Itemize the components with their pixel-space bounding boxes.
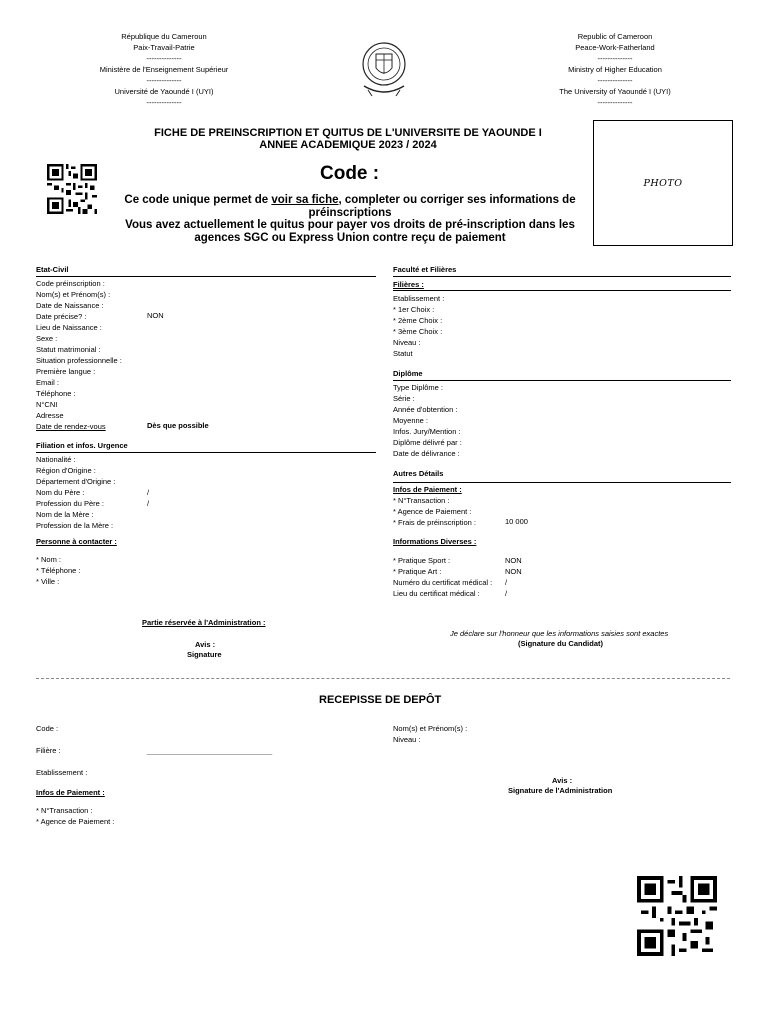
date-precise-value: NON (147, 311, 164, 320)
recepisse-etablissement: Etablissement : (36, 768, 88, 777)
field-transaction: * N°Transaction : (393, 496, 450, 505)
field-pratique-sport: * Pratique Sport : (393, 556, 451, 565)
recepisse-paiement-list (36, 805, 114, 827)
header-right-line: -------------- (597, 98, 633, 107)
admin-heading: Partie réservée à l'Administration : (142, 618, 266, 627)
diverses-values (505, 555, 522, 599)
code-label: Code : (320, 163, 380, 184)
field-date-naissance: Date de Naissance : (36, 301, 104, 310)
university-seal-logo (356, 38, 412, 102)
recepisse-agence: * Agence de Paiement : (36, 817, 115, 826)
header-left (64, 31, 264, 108)
field-statut: Statut (393, 349, 413, 358)
recepisse-filiere-dashes: ______________________________ (147, 746, 273, 755)
field-region-origine: Région d'Origine : (36, 466, 96, 475)
recepisse-code: Code : (36, 724, 59, 733)
field-annee-obtention: Année d'obtention : (393, 405, 458, 414)
header-left-line: -------------- (146, 54, 182, 63)
field-departement-origine: Département d'Origine : (36, 477, 116, 486)
field-moyenne: Moyenne : (393, 416, 429, 425)
field-sexe: Sexe : (36, 334, 58, 343)
recepisse-title: RECEPISSE DE DEPÔT (319, 694, 442, 706)
paiement-divider (393, 482, 731, 483)
certificat-lieu-value: / (505, 589, 508, 598)
field-adresse: Adresse (36, 411, 64, 420)
art-value: NON (505, 567, 522, 576)
recepisse-niveau: Niveau : (393, 735, 421, 744)
field-jury-mention: Infos. Jury/Mention : (393, 427, 461, 436)
etat-civil-divider (36, 276, 376, 277)
intro-line1 (110, 194, 590, 219)
field-lieu-naissance: Lieu de Naissance : (36, 323, 102, 332)
intro-part2: , completer ou corriger ses informations de préinscriptions (308, 194, 576, 219)
field-nom-mere: Nom de la Mère : (36, 510, 94, 519)
filiation-list (36, 454, 115, 531)
filiation-divider (36, 452, 376, 453)
candidate-signature: (Signature du Candidat) (518, 639, 603, 648)
header-right-line: -------------- (597, 76, 633, 85)
diplome-heading: Diplôme (393, 369, 423, 378)
frais-value: 10 000 (505, 517, 528, 526)
cut-line (36, 678, 730, 679)
header-left-line: Université de Yaoundé I (UYI) (114, 87, 214, 96)
form-title-line2: ANNEE ACADEMIQUE 2023 / 2024 (259, 139, 437, 151)
field-nom-prenom: Nom(s) et Prénom(s) : (36, 290, 111, 299)
header-right-line: Ministry of Higher Education (568, 65, 662, 74)
diverses-heading: Informations Diverses : (393, 537, 477, 546)
admin-signature: Signature (187, 650, 222, 659)
field-telephone: Téléphone : (36, 389, 76, 398)
field-date-rdv: Date de rendez-vous (36, 422, 106, 431)
paiement-list (393, 495, 476, 528)
field-email: Email : (36, 378, 59, 387)
header-right-line: -------------- (597, 54, 633, 63)
intro-part1: Ce code unique permet de (124, 194, 272, 206)
field-cni: N°CNI (36, 400, 58, 409)
header-left-line: Ministère de l'Enseignement Supérieur (99, 65, 229, 74)
field-date-delivrance: Date de délivrance : (393, 449, 460, 458)
field-situation-pro: Situation professionnelle : (36, 356, 122, 365)
field-contact-nom: * Nom : (36, 555, 62, 564)
photo-box (593, 120, 733, 246)
diplome-list (393, 382, 462, 459)
field-frais: * Frais de préinscription : (393, 518, 476, 527)
filiation-heading: Filiation et infos. Urgence (36, 441, 128, 450)
header-right (515, 31, 715, 108)
field-niveau: Niveau : (393, 338, 421, 347)
field-certificat-numero: Numéro du certificat médical : (393, 578, 493, 587)
certificat-numero-value: / (505, 578, 508, 587)
recepisse-right-list (393, 723, 467, 745)
field-type-diplome: Type Diplôme : (393, 383, 444, 392)
header-right-line: The University of Yaoundé I (UYI) (559, 87, 671, 96)
field-profession-mere: Profession de la Mère : (36, 521, 114, 530)
field-nom-pere: Nom du Père : (36, 488, 85, 497)
faculte-heading: Faculté et Filières (393, 265, 457, 274)
contact-heading: Personne à contacter : (36, 537, 117, 546)
field-etablissement: Etablissement : (393, 294, 445, 303)
voir-sa-fiche-link[interactable]: voir sa fiche (271, 194, 339, 206)
faculte-list (393, 293, 444, 359)
recepisse-filiere: Filière : (36, 746, 61, 755)
field-certificat-lieu: Lieu du certificat médical : (393, 589, 480, 598)
qr-code-top (46, 164, 98, 214)
qr-code-bottom (628, 868, 726, 964)
header-left-line: République du Cameroun (121, 32, 207, 41)
recepisse-paiement-heading: Infos de Paiement : (36, 788, 105, 797)
field-choix-3: * 3ème Choix : (393, 327, 443, 336)
header-left-line: Paix-Travail-Patrie (133, 43, 195, 52)
field-serie: Série : (393, 394, 415, 403)
filieres-divider (393, 290, 731, 291)
field-diplome-delivre-par: Diplôme délivré par : (393, 438, 462, 447)
field-nationalite: Nationalité : (36, 455, 76, 464)
field-contact-ville: * Ville : (36, 577, 60, 586)
form-title (88, 127, 608, 151)
diverses-list (393, 555, 492, 599)
diplome-divider (393, 380, 731, 381)
header-left-line: -------------- (146, 76, 182, 85)
field-date-precise: Date précise? : (36, 312, 87, 321)
field-choix-2: * 2ème Choix : (393, 316, 443, 325)
field-premiere-langue: Première langue : (36, 367, 96, 376)
recepisse-transaction: * N°Transaction : (36, 806, 93, 815)
contact-list (36, 554, 80, 587)
declaration-text: Je déclare sur l'honneur que les informations saisies sont exactes (450, 629, 669, 638)
field-code-preinscription: Code préinscription : (36, 279, 105, 288)
profession-pere-value: / (147, 499, 150, 508)
field-profession-pere: Profession du Père : (36, 499, 104, 508)
recepisse-signature: Signature de l'Administration (508, 786, 613, 795)
filieres-subheading: Filières : (393, 280, 424, 289)
field-contact-telephone: * Téléphone : (36, 566, 81, 575)
admin-avis: Avis : (195, 640, 216, 649)
nom-pere-value: / (147, 488, 150, 497)
header-right-line: Republic of Cameroon (577, 32, 653, 41)
photo-label: PHOTO (643, 177, 683, 189)
etat-civil-heading: Etat-Civil (36, 265, 69, 274)
field-pratique-art: * Pratique Art : (393, 567, 442, 576)
recepisse-nom: Nom(s) et Prénom(s) : (393, 724, 468, 733)
field-statut-matrimonial: Statut matrimonial : (36, 345, 101, 354)
faculte-divider (393, 276, 731, 277)
field-choix-1: * 1er Choix : (393, 305, 435, 314)
etat-civil-list (36, 278, 122, 432)
autres-heading: Autres Détails (393, 469, 444, 478)
field-agence-paiement: * Agence de Paiement : (393, 507, 472, 516)
sport-value: NON (505, 556, 522, 565)
rdv-value: Dès que possible (147, 421, 209, 430)
header-left-line: -------------- (146, 98, 182, 107)
intro-text (110, 194, 590, 244)
intro-line2: Vous avez actuellement le quitus pour payer vos droits de pré-inscription dans les agences SGC ou Express Union contre reçu de paiement (125, 219, 575, 244)
recepisse-avis: Avis : (552, 776, 573, 785)
form-title-line1: FICHE DE PREINSCRIPTION ET QUITUS DE L'UNIVERSITE DE YAOUNDE I (154, 127, 542, 139)
header-right-line: Peace-Work-Fatherland (575, 43, 655, 52)
paiement-subheading: Infos de Paiement : (393, 485, 462, 494)
